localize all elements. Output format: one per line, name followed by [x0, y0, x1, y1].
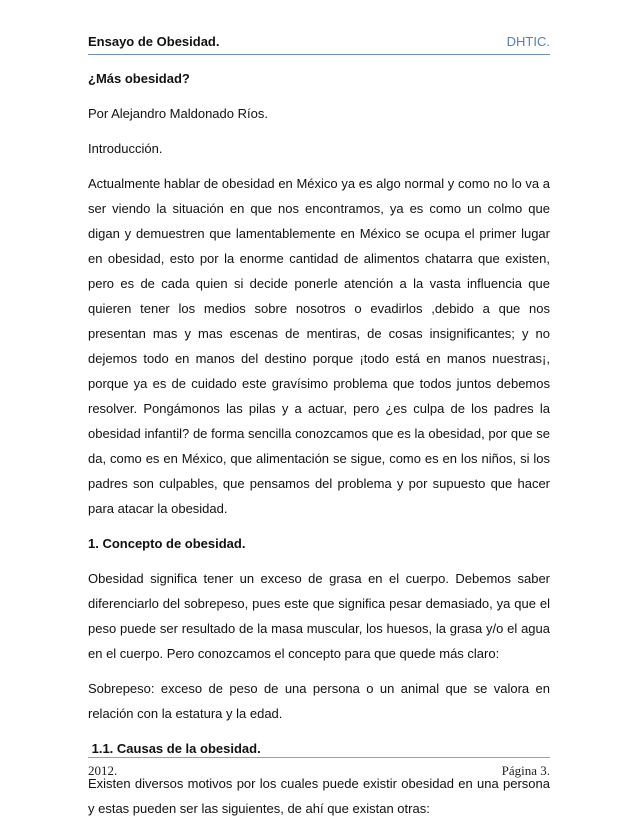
section-1-heading: 1. Concepto de obesidad. [88, 536, 246, 551]
section-1-1-paragraph: Existen diversos motivos por los cuales puede existir obesidad en una persona y estas pueden ser las siguientes, de ahí que existan otras: [88, 776, 550, 816]
section-1-1-heading: 1.1. Causas de la obesidad. [88, 741, 261, 756]
header-divider [88, 54, 550, 55]
page-number: Página 3. [501, 763, 550, 778]
document-author: Por Alejandro Maldonado Ríos. [88, 106, 268, 121]
section-1-definition: Sobrepeso: exceso de peso de una persona o un animal que se valora en relación con la estatura y la edad. [88, 681, 550, 721]
page-header [88, 34, 550, 49]
intro-heading: Introducción. [88, 141, 163, 156]
footer-divider [88, 757, 550, 758]
footer-year: 2012. [88, 763, 118, 778]
document-body [88, 66, 550, 831]
header-course: DHTIC. [506, 34, 550, 49]
document-title: ¿Más obesidad? [88, 71, 190, 86]
intro-paragraph: Actualmente hablar de obesidad en México ya es algo normal y como no lo va a ser viendo la situación en que nos encontramos, ya es como un colmo que digan y demuestren que lamentablemente en México se ocupa el primer lugar en obesidad, esto por la enorme cantidad de alimentos chatarra que existen, pero es de cada quien si decide ponerle atención a la vasta influencia que quieren tener los medios sobre nosotros o evadirlos ,debido a que nos presentan mas y mas escenas de mentiras, de cosas insignificantes; y no dejemos todo en manos del destino porque ¡todo está en manos nuestras¡, porque ya es de cuidado este gravísimo problema que todos juntos debemos resolver. Pongámonos las pilas y a actuar, pero ¿es culpa de los padres la obesidad infantil? de forma sencilla conozcamos que es la obesidad, por que se da, como es en México, que alimentación se sigue, como es en los niños, si los padres son culpables, que pensamos del problema y por supuesto que hacer para atacar la obesidad. [88, 176, 550, 516]
section-1-paragraph: Obesidad significa tener un exceso de grasa en el cuerpo. Debemos saber diferenciarlo del sobrepeso, pues este que significa pesar demasiado, ya que el peso puede ser resultado de la masa muscular, los huesos, la grasa y/o el agua en el cuerpo. Pero conozcamos el concepto para que quede más claro: [88, 571, 550, 661]
header-title: Ensayo de Obesidad. [88, 34, 220, 49]
page-footer [88, 763, 550, 779]
